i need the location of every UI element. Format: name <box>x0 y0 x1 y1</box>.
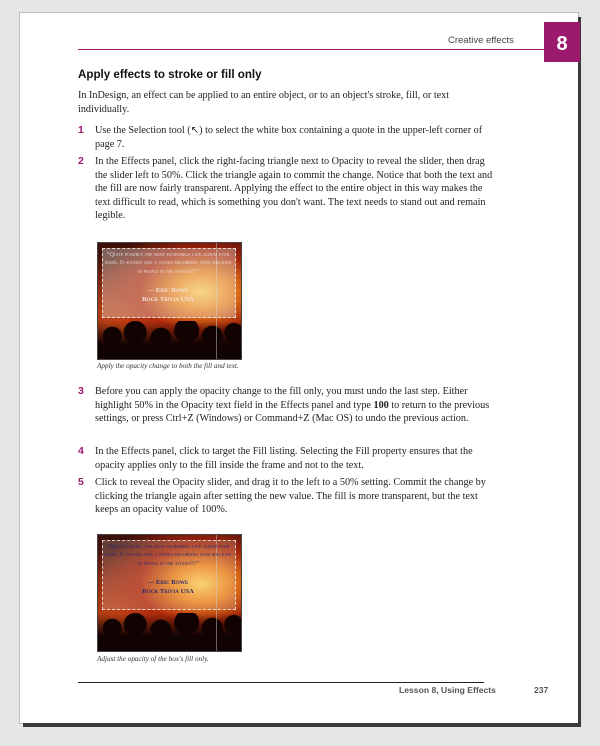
quote-source: Rock Trivia USA <box>142 588 194 595</box>
step-number: 1 <box>78 124 84 136</box>
step-text <box>95 385 498 426</box>
quote-author: — Eric Rowe <box>147 579 189 586</box>
step-text: Click to reveal the Opacity slider, and drag it to the left to a 50% setting. Commit the change by clicking the triangle again after setting the new value. The fill is more transparent, but the text keeps an opacity value of 100%. <box>95 477 486 516</box>
footer-lesson: Lesson 8, Using Effects <box>399 685 496 695</box>
step-text-bold: 100 <box>373 399 389 411</box>
step-text: Use the Selection tool (↖) to select the white box containing a quote in the upper-left corner of page 7. <box>95 125 483 150</box>
step-number: 3 <box>78 385 84 397</box>
figure-caption: Adjust the opacity of the box's fill only. <box>97 655 209 663</box>
step-number: 5 <box>78 476 84 488</box>
page-number: 237 <box>534 685 549 695</box>
figure-fill-and-text <box>97 242 242 360</box>
quote-source: Rock Trivia USA <box>142 296 194 303</box>
step-text: In the Effects panel, click to target the Fill listing. Selecting the Fill property ensures that the opacity applies only to the fill inside the frame and not to the text. <box>95 446 473 471</box>
quote-text: “Quite possibly the most incredible live album ever made. It sounds like a studio recording with millions of people in the studio!!!” <box>104 251 232 275</box>
figure-caption: Apply the opacity change to both the fill and text. <box>97 362 239 370</box>
figure-fill-only <box>97 534 242 652</box>
step-text: In the Effects panel, click the right-facing triangle next to Opacity to reveal the slider, then drag the slider left to 50%. Click the triangle again to commit the change. Notice that both the text and the fill are now fairly transparent. Applying the effect to the entire object in this way makes the text difficult to read, which is something you don't want. The text needs to stand out and remain legible. <box>95 156 493 222</box>
step-3 <box>78 385 498 426</box>
step-number: 2 <box>78 155 84 167</box>
step-5 <box>78 476 498 517</box>
quote-author: — Eric Rowe <box>147 287 189 294</box>
step-4 <box>78 445 498 472</box>
running-header: Creative effects <box>448 35 514 46</box>
step-2 <box>78 155 498 223</box>
section-heading: Apply effects to stroke or fill only <box>78 68 262 81</box>
step-text-part: to return to the previous settings, or press Ctrl+Z (Windows) or Command+Z (Mac OS) to undo the previous action. <box>95 399 490 425</box>
concert-crowd <box>98 613 241 651</box>
header-rule <box>78 49 544 50</box>
step-text-part: Before you can apply the opacity change to the fill only, you must undo the last step. Either highlight 50% in the Opacity text field in the Effects panel and type <box>95 386 468 411</box>
chapter-tab: 8 <box>544 22 580 62</box>
step-1 <box>78 124 498 151</box>
concert-crowd <box>98 321 241 359</box>
footer-rule <box>78 682 484 683</box>
quote-text: “Quite possibly the most incredible live album ever made. It sounds like a studio recording with millions of people in the studio!!!” <box>104 543 232 567</box>
step-number: 4 <box>78 445 84 457</box>
intro-paragraph: In InDesign, an effect can be applied to an entire object, or to an object's stroke, fill, or text individually. <box>78 90 450 115</box>
